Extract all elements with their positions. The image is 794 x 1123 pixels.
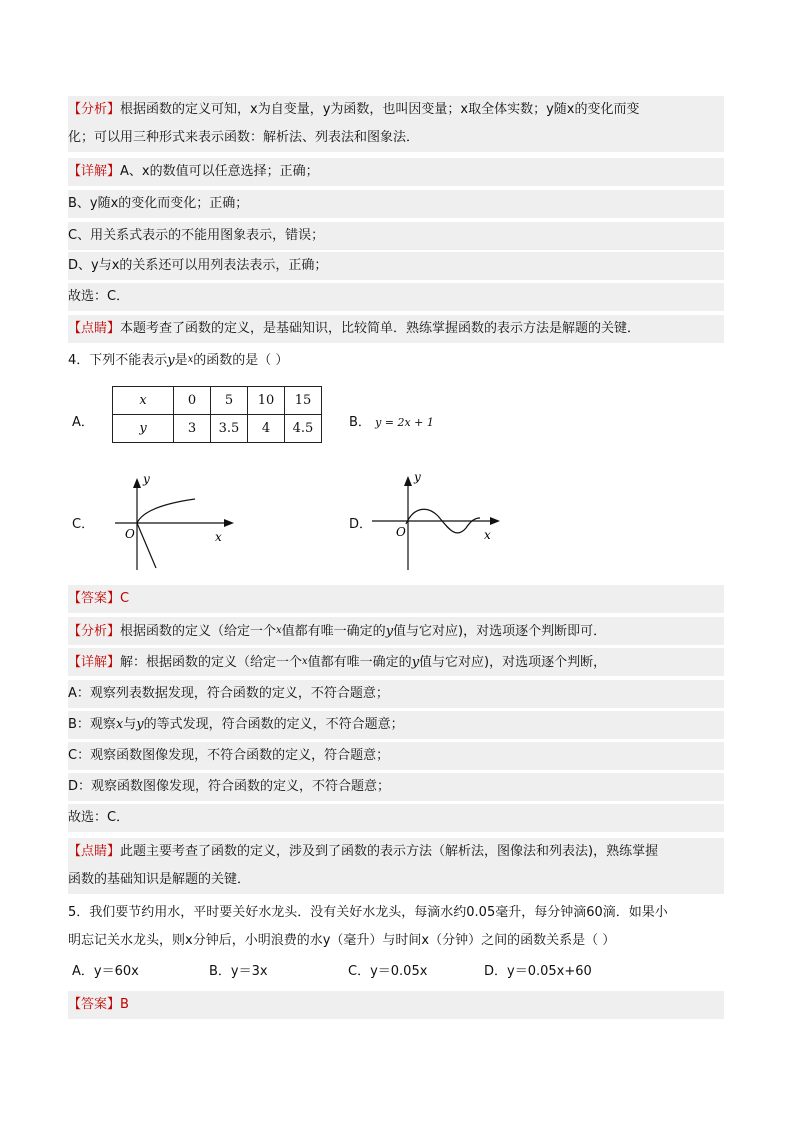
axis-x-label: x [484, 528, 491, 542]
option-a-label: A． [72, 415, 94, 430]
q3-analysis-line2: 化；可以用三种形式来表示函数：解析法、列表法和图象法． [68, 124, 724, 152]
q5-answer [68, 991, 724, 1019]
axis-x-label: x [215, 530, 222, 544]
q4-choice: 故选：C． [68, 804, 724, 832]
q4-detail-d: D：观察函数图像发现，符合函数的定义，不符合题意； [68, 773, 724, 801]
q5-option-c: C．y＝0.05x [348, 964, 428, 979]
q3-detail-b: B、y随x的变化而变化；正确； [68, 190, 724, 218]
y-axis-arrow-icon [133, 478, 141, 488]
table-cell: 3.5 [211, 415, 248, 443]
q3-detail-a: 【详解】A、x的数值可以任意选择；正确； [68, 158, 724, 186]
q3-comment: 【点睛】本题考查了函数的定义，是基础知识，比较简单．熟练掌握函数的表示方法是解题的关键． [68, 315, 724, 343]
comment-tag: 【点睛】 [68, 844, 121, 859]
function-table [112, 386, 322, 443]
q3-detail-c: C、用关系式表示的不能用图象表示，错误； [68, 222, 724, 250]
table-row-y [113, 415, 322, 443]
q4-answer [68, 585, 724, 613]
y-axis-arrow-icon [404, 476, 412, 486]
q3-analysis-line1: 【分析】根据函数的定义可知，x为自变量，y为函数，也叫因变量；x取全体实数；y随x的变化而变 [68, 96, 724, 124]
answer-value: B [120, 997, 129, 1012]
q4-detail-intro: 【详解】解：根据函数的定义（给定一个x值都有唯一确定的y值与它对应)，对选项逐个判断， [68, 648, 724, 676]
table-header-y: y [113, 415, 174, 443]
q4-detail-a: A：观察列表数据发现，符合函数的定义，不符合题意； [68, 680, 724, 708]
parabola-upper-branch [137, 499, 195, 523]
x-axis-arrow-icon [224, 519, 234, 527]
q4-detail-b: B：观察x与y的等式发现，符合函数的定义，不符合题意； [68, 711, 724, 739]
q5-stem-line1: 5．我们要节约用水，平时要关好水龙头．没有关好水龙头，每滴水约0.05毫升，每分钟滴60滴．如果小 [68, 905, 668, 920]
q4-stem: 4．下列不能表示y是x的函数的是（ ） [68, 353, 289, 368]
table-row-x [113, 387, 322, 415]
q3-detail-d: D、y与x的关系还可以用列表法表示，正确； [68, 252, 724, 280]
x-axis-arrow-icon [490, 517, 500, 525]
option-d-graph [370, 466, 506, 574]
table-cell: 10 [248, 387, 285, 415]
q4-detail-c: C：观察函数图像发现，不符合函数的定义，符合题意； [68, 742, 724, 770]
detail-tag: 【详解】 [68, 655, 121, 670]
answer-value: C [120, 591, 130, 606]
q3-choice: 故选：C． [68, 283, 724, 311]
analysis-tag: 【分析】 [68, 624, 121, 639]
table-cell: 0 [174, 387, 211, 415]
option-c-label: C． [72, 517, 95, 532]
q4-comment-line1: 【点睛】此题主要考查了函数的定义，涉及到了函数的表示方法（解析法，图像法和列表法)，熟练掌握 [68, 838, 724, 866]
table-cell: 4.5 [285, 415, 322, 443]
table-cell: 15 [285, 387, 322, 415]
table-cell: 5 [211, 387, 248, 415]
analysis-tag: 【分析】 [68, 102, 121, 117]
option-b-formula: y = 2x + 1 [375, 416, 434, 429]
option-d-label: D． [349, 517, 373, 532]
q5-option-b: B．y＝3x [209, 964, 268, 979]
table-cell: 3 [174, 415, 211, 443]
q5-option-a: A．y＝60x [72, 964, 139, 979]
q5-option-d: D．y＝0.05x+60 [484, 964, 592, 979]
origin-label: O [396, 525, 406, 539]
answer-tag: 【答案】 [68, 591, 121, 606]
origin-label: O [125, 527, 135, 541]
q5-options [68, 958, 724, 986]
detail-tag: 【详解】 [68, 164, 121, 179]
option-b: B． y = 2x + 1 [349, 415, 434, 430]
table-header-x: x [113, 387, 174, 415]
answer-tag: 【答案】 [68, 997, 121, 1012]
q4-analysis: 【分析】根据函数的定义（给定一个x值都有唯一确定的y值与它对应)，对选项逐个判断即可． [68, 617, 724, 645]
option-c-graph [110, 468, 240, 574]
q5-stem-line2: 明忘记关水龙头，则x分钟后，小明浪费的水y（毫升）与时间x（分钟）之间的函数关系是（ ） [68, 933, 616, 948]
q4-comment-line2: 函数的基础知识是解题的关键． [68, 866, 724, 894]
parabola-lower-branch [137, 523, 156, 568]
table-cell: 4 [248, 415, 285, 443]
comment-tag: 【点睛】 [68, 321, 121, 336]
axis-y-label: y [143, 472, 150, 486]
axis-y-label: y [414, 470, 421, 484]
